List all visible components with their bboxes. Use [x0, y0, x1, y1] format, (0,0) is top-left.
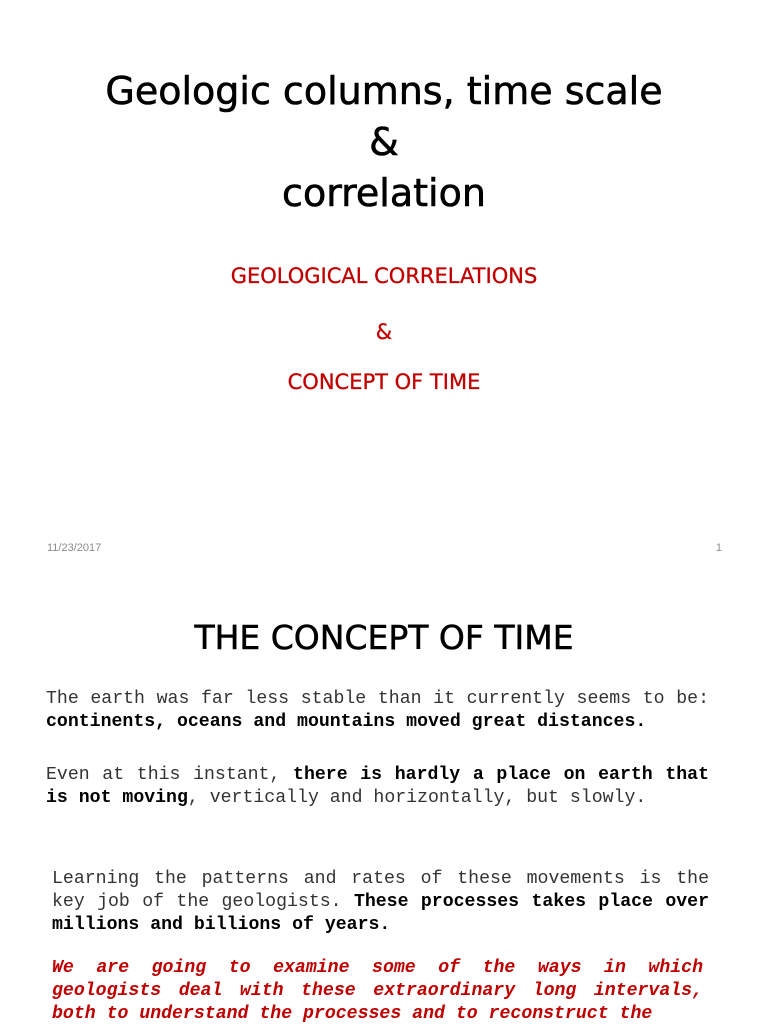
slide-2-title: THE CONCEPT OF TIME	[194, 618, 574, 657]
paragraph-1-bold: continents, oceans and mountains moved great distances.	[46, 712, 647, 732]
paragraph-2-text-a: Even at this instant,	[46, 765, 294, 785]
footer-date: 11/23/2017	[47, 542, 102, 554]
paragraph-1	[46, 688, 709, 734]
subtitle-geological-correlations: GEOLOGICAL CORRELATIONS	[230, 264, 538, 288]
subtitle-ampersand: &	[375, 320, 393, 344]
paragraph-2	[46, 764, 709, 810]
footer-page-number: 1	[715, 542, 722, 554]
paragraph-3-text: Learning the patterns and rates of these movements is the key job of the geologists.	[52, 869, 709, 912]
subtitle-concept-of-time: CONCEPT OF TIME	[287, 370, 481, 394]
slide-title-line-3: correlation	[282, 171, 486, 215]
paragraph-2-text-b: , vertically and horizontally, but slowly.	[187, 788, 647, 808]
paragraph-3-bold: These processes takes place over millions and billions of years.	[52, 892, 709, 935]
paragraph-1-text: The earth was far less stable than it currently seems to be:	[46, 689, 709, 709]
slide-title-line-1: Geologic columns, time scale	[105, 69, 663, 113]
slide-2	[0, 576, 768, 1024]
paragraph-3	[52, 868, 709, 937]
paragraph-4-red-italic: We are going to examine some of the ways in which geologists deal with these extraordinary long intervals, both to understand the processes and to reconstruct the	[52, 958, 703, 1024]
slide-title-line-2: &	[369, 120, 399, 164]
paragraph-2-bold: there is hardly a place on earth that is not moving	[46, 765, 709, 808]
slide-title	[0, 66, 768, 219]
